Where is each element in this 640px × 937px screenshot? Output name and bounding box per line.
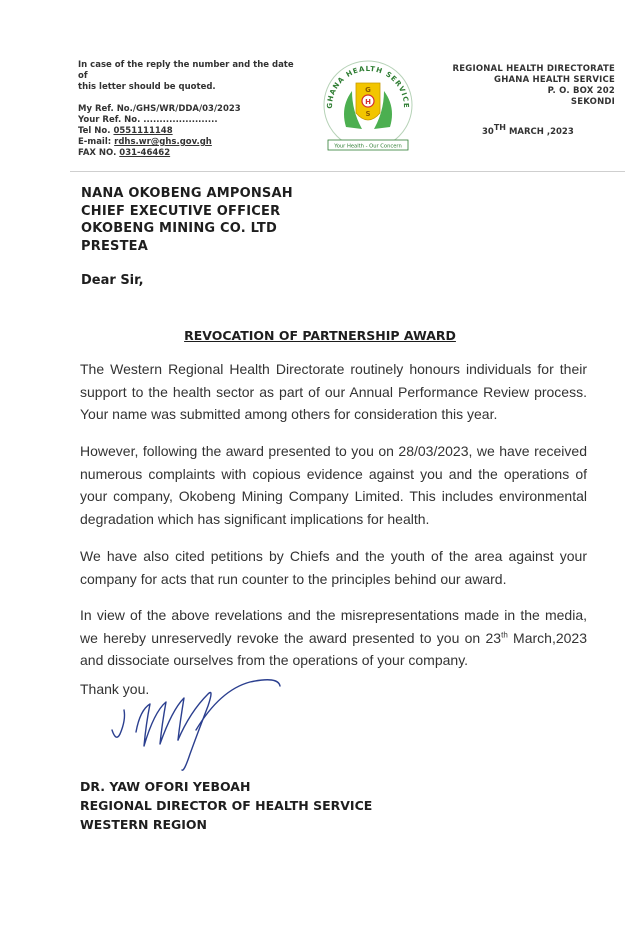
salutation: Dear Sir,: [81, 273, 144, 288]
tel-value: 0551111148: [113, 126, 173, 136]
signer-block: [80, 777, 372, 834]
logo-motto: Your Health - Our Concern: [334, 143, 402, 150]
date-suffix: TH: [493, 123, 506, 133]
sender-address: [395, 64, 615, 108]
recipient-line1: NANA OKOBENG AMPONSAH: [81, 186, 293, 201]
paragraph-4-part2: March,2023 and dissociate ourselves from the operations of your company.: [80, 629, 587, 668]
reference-block: [78, 104, 278, 159]
your-ref: Your Ref. No. .......................: [78, 115, 218, 125]
signer-title: REGIONAL DIRECTOR OF HEALTH SERVICE: [80, 798, 373, 813]
letter-subject: REVOCATION OF PARTNERSHIP AWARD: [184, 328, 456, 343]
tel-label: Tel No.: [78, 126, 111, 136]
paragraph-4-part1: In view of the above revelations and the misrepresentations made in the media, we hereby unreservedly revoke the award presented to you on 23: [80, 607, 587, 646]
recipient-line3: OKOBENG MINING CO. LTD: [81, 221, 277, 236]
tel-line: [78, 126, 278, 137]
fax-value: 031-46462: [119, 148, 171, 158]
date-day: 30: [482, 127, 494, 137]
handwritten-signature: [110, 672, 295, 782]
email-line: [78, 137, 278, 148]
signer-name: DR. YAW OFORI YEBOAH: [80, 779, 251, 794]
paragraph-4-sup: th: [501, 629, 508, 639]
email-value: rdhs.wr@ghs.gov.gh: [114, 137, 212, 147]
paragraph-3: We have also cited petitions by Chiefs and the youth of the area against your company for acts that run counter to the principles behind our award.: [80, 548, 587, 587]
recipient-line2: CHIEF EXECUTIVE OFFICER: [81, 203, 281, 219]
closing: Thank you.: [80, 681, 150, 697]
recipient-address: [81, 185, 293, 255]
paragraph-1: The Western Regional Health Directorate routinely honours individuals for their support to the health sector as part of our Annual Performance Review process. Your name was submitted among others for consideration this year.: [80, 361, 587, 422]
fax-label: FAX NO.: [78, 148, 117, 158]
logo-letter-g: G: [365, 86, 371, 94]
date-rest: MARCH ,2023: [506, 127, 574, 137]
reply-instruction-line2: this letter should be quoted.: [78, 82, 216, 92]
reply-instruction: [78, 60, 298, 93]
fax-line: [78, 148, 278, 159]
letter-date: [482, 123, 574, 138]
sender-line4: SEKONDI: [570, 97, 615, 107]
email-label: E-mail:: [78, 137, 112, 147]
reply-instruction-line1: In case of the reply the number and the date of: [78, 60, 294, 81]
logo-letter-s: S: [365, 110, 371, 118]
logo-letter-h: H: [365, 98, 371, 106]
paragraph-2: However, following the award presented to you on 28/03/2023, we have received numerous complaints with copious evidence against you and the operations of your company, Okobeng Mining Company Limited. This includes environmental degradation which has significant implications for health.: [80, 443, 587, 527]
sender-line1: REGIONAL HEALTH DIRECTORATE: [452, 64, 615, 74]
sender-line3: P. O. BOX 202: [547, 86, 615, 96]
sender-line2: GHANA HEALTH SERVICE: [494, 75, 615, 85]
recipient-line4: PRESTEA: [81, 238, 148, 254]
my-ref: My Ref. No./GHS/WR/DDA/03/2023: [78, 104, 241, 114]
paragraph-4: [80, 604, 587, 672]
signer-region: WESTERN REGION: [80, 817, 207, 832]
logo-arc-text: GHANA HEALTH SERVICE: [325, 64, 411, 109]
header-divider: [70, 171, 625, 172]
